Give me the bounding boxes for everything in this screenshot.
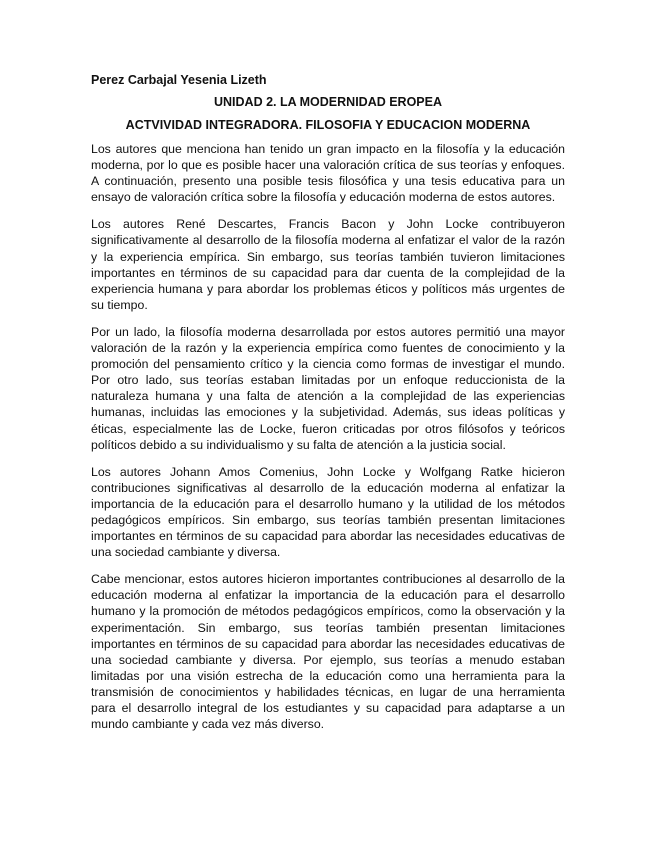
paragraph-philosophy-thesis: Los autores René Descartes, Francis Bacon y John Locke contribuyeron significativamente al desarrollo de la filosofía moderna al enfatizar el valor de la razón y la experiencia empírica. Sin embargo, sus teorías también tuvieron limitaciones importantes en términos de su capacidad para dar cuenta de la complejidad de la experiencia humana y para abordar los problemas éticos y políticos más urgentes de su tiempo. [91, 217, 565, 312]
paragraph-education-thesis: Los autores Johann Amos Comenius, John Locke y Wolfgang Ratke hicieron contribuciones significativas al desarrollo de la educación moderna al enfatizar la importancia de la educación para el desarrollo humano y la utilidad de los métodos pedagógicos empíricos. Sin embargo, sus teorías también presentan limitaciones importantes en términos de su capacidad para abordar las necesidades educativas de una sociedad cambiante y diversa. [91, 464, 565, 560]
unit-title: UNIDAD 2. LA MODERNIDAD EROPEA [213, 95, 443, 109]
paragraph-philosophy-analysis: Por un lado, la filosofía moderna desarrollada por estos autores permitió una mayor valoración de la razón y la experiencia empírica como fuentes de conocimiento y la promoción del pensamiento crítico y la ciencia como formas de investigar el mundo. Por otro lado, sus teorías estaban limitadas por un enfoque reduccionista de la naturaleza humana y una falta de atención a la complejidad de las experiencias humanas, incluidas las emociones y la subjetividad. Además, sus ideas políticas y éticas, especialmente las de Locke, fueron criticadas por otros filósofos y teóricos políticos debido a su individualismo y su falta de atención a la justicia social. [91, 324, 565, 452]
document-page [91, 72, 565, 743]
paragraph-intro: Los autores que menciona han tenido un gran impacto en la filosofía y la educación moderna, por lo que es posible hacer una valoración crítica de sus teorías y enfoques. A continuación, presento una posible tesis filosófica y una tesis educativa para un ensayo de valoración crítica sobre la filosofía y educación moderna de estos autores. [91, 142, 565, 205]
author-name: Perez Carbajal Yesenia Lizeth [91, 73, 267, 87]
activity-title: ACTVIVIDAD INTEGRADORA. FILOSOFIA Y EDUCACION MODERNA [125, 118, 531, 132]
paragraph-education-analysis: Cabe mencionar, estos autores hicieron importantes contribuciones al desarrollo de la educación moderna al enfatizar la importancia de la educación para el desarrollo humano y la promoción de métodos pedagógicos empíricos, como la observación y la experimentación. Sin embargo, sus teorías también presentan limitaciones importantes en términos de su capacidad para abordar las necesidades educativas de una sociedad cambiante y diversa. Por ejemplo, sus teorías a menudo estaban limitadas por una visión estrecha de la educación como una herramienta para la transmisión de conocimientos y habilidades técnicas, en lugar de una herramienta para el desarrollo integral de los estudiantes y su capacidad para adaptarse a un mundo cambiante y cada vez más diverso. [91, 572, 565, 732]
